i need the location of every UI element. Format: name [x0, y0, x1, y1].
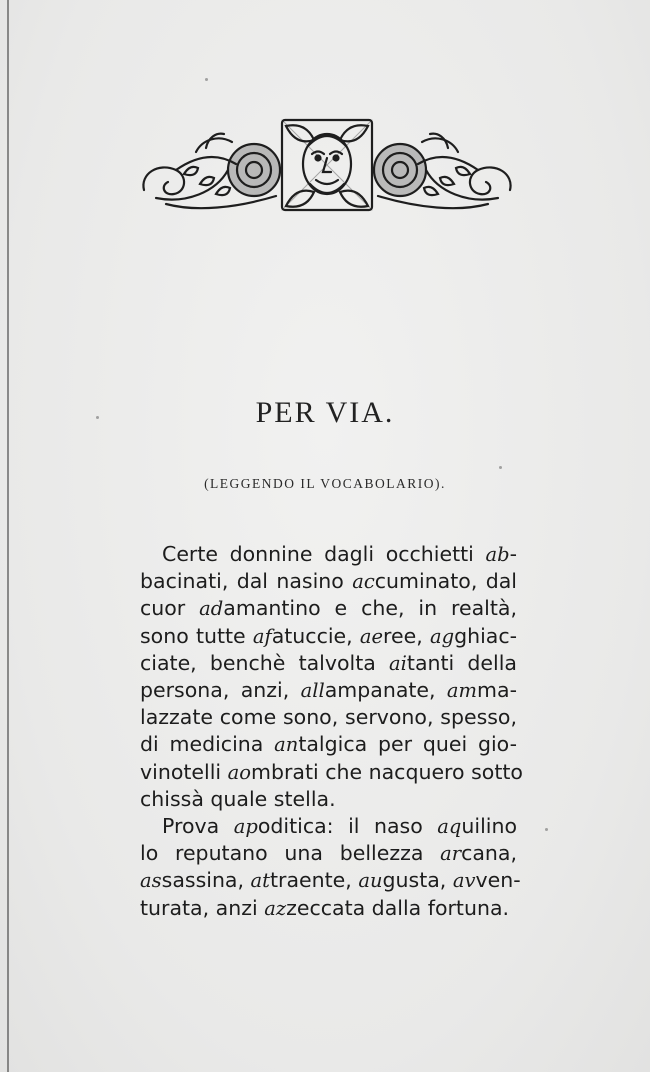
- body-text: [140, 541, 523, 922]
- text-line: [140, 568, 517, 595]
- italic-syllable: an: [274, 733, 299, 757]
- text-run: amantino e che, in realtà,: [223, 596, 517, 621]
- text-line: [140, 840, 517, 867]
- page-edge-line: [7, 0, 9, 1072]
- italic-syllable: ac: [352, 570, 375, 594]
- text-line: [140, 623, 517, 650]
- text-line: [140, 813, 517, 840]
- text-run: cana,: [461, 841, 517, 866]
- chapter-title: PER VIA.: [255, 396, 395, 429]
- text-run: traente,: [270, 868, 359, 893]
- italic-syllable: af: [252, 624, 272, 648]
- text-line: [140, 650, 517, 677]
- text-run: talgica per quei gio-: [298, 732, 517, 757]
- italic-syllable: all: [300, 679, 325, 703]
- text-run: cuminato, dal: [374, 569, 517, 594]
- text-run: sassina,: [161, 868, 251, 893]
- text-run: ree,: [383, 623, 430, 648]
- text-run: lazzate come sono, servono, spesso,: [140, 705, 517, 730]
- italic-syllable: ad: [199, 597, 224, 621]
- text-run: turata, anzi: [140, 895, 265, 920]
- text-run: zeccata dalla fortuna.: [286, 895, 510, 920]
- text-run: persona, anzi,: [140, 678, 301, 703]
- text-run: lo reputano una bellezza: [140, 841, 441, 866]
- text-run: Certe donnine dagli occhietti: [162, 542, 486, 566]
- text-run: di medicina: [140, 732, 275, 757]
- text-line: [140, 541, 517, 568]
- italic-syllable: ab: [485, 543, 510, 566]
- italic-syllable: av: [452, 869, 476, 893]
- text-run: gusta,: [382, 868, 453, 893]
- text-line: [140, 759, 523, 786]
- italic-syllable: ar: [440, 842, 462, 866]
- text-run: ciate, benchè talvolta: [140, 650, 390, 675]
- text-run: chissà quale stella.: [140, 786, 336, 811]
- text-line: [140, 867, 521, 894]
- italic-syllable: ap: [233, 815, 258, 839]
- text-run: oditica: il naso: [257, 814, 438, 839]
- text-run: Prova: [162, 814, 234, 839]
- italic-syllable: at: [250, 869, 270, 893]
- italic-syllable: am: [446, 679, 478, 703]
- text-run: tanti della: [406, 650, 517, 675]
- text-run: uilino: [461, 814, 517, 839]
- paper-speck: [205, 78, 208, 81]
- text-line: [140, 677, 517, 704]
- text-run: ampanate,: [324, 678, 447, 703]
- italic-syllable: as: [140, 869, 162, 893]
- italic-syllable: ai: [389, 651, 407, 675]
- text-run: sono tutte: [140, 623, 253, 648]
- text-run: vinotelli: [140, 759, 228, 784]
- italic-syllable: az: [264, 896, 287, 920]
- text-run: atuccie,: [271, 623, 360, 648]
- text-run: mbrati che nacquero sotto: [251, 759, 523, 784]
- text-run: ven-: [475, 868, 521, 893]
- text-run: bacinati, dal nasino: [140, 569, 353, 594]
- text-line: [140, 731, 517, 758]
- text-run: ma-: [477, 678, 517, 703]
- text-run: ghiac-: [454, 623, 517, 648]
- text-line: [140, 595, 517, 622]
- italic-syllable: ao: [227, 760, 251, 784]
- italic-syllable: ae: [359, 624, 384, 648]
- italic-syllable: au: [358, 869, 383, 893]
- chapter-subtitle: (LEGGENDO IL VOCABOLARIO).: [204, 476, 446, 491]
- italic-syllable: aq: [437, 815, 462, 839]
- paper-speck: [499, 466, 502, 469]
- italic-syllable: ag: [429, 624, 455, 648]
- text-line: [140, 895, 517, 922]
- paper-speck: [96, 416, 99, 419]
- text-run: -: [509, 542, 517, 566]
- ornament-headpiece-icon: [136, 112, 518, 216]
- text-line: [140, 704, 517, 731]
- text-run: cuor: [140, 596, 200, 621]
- paper-speck: [545, 828, 548, 831]
- text-line: [140, 786, 517, 813]
